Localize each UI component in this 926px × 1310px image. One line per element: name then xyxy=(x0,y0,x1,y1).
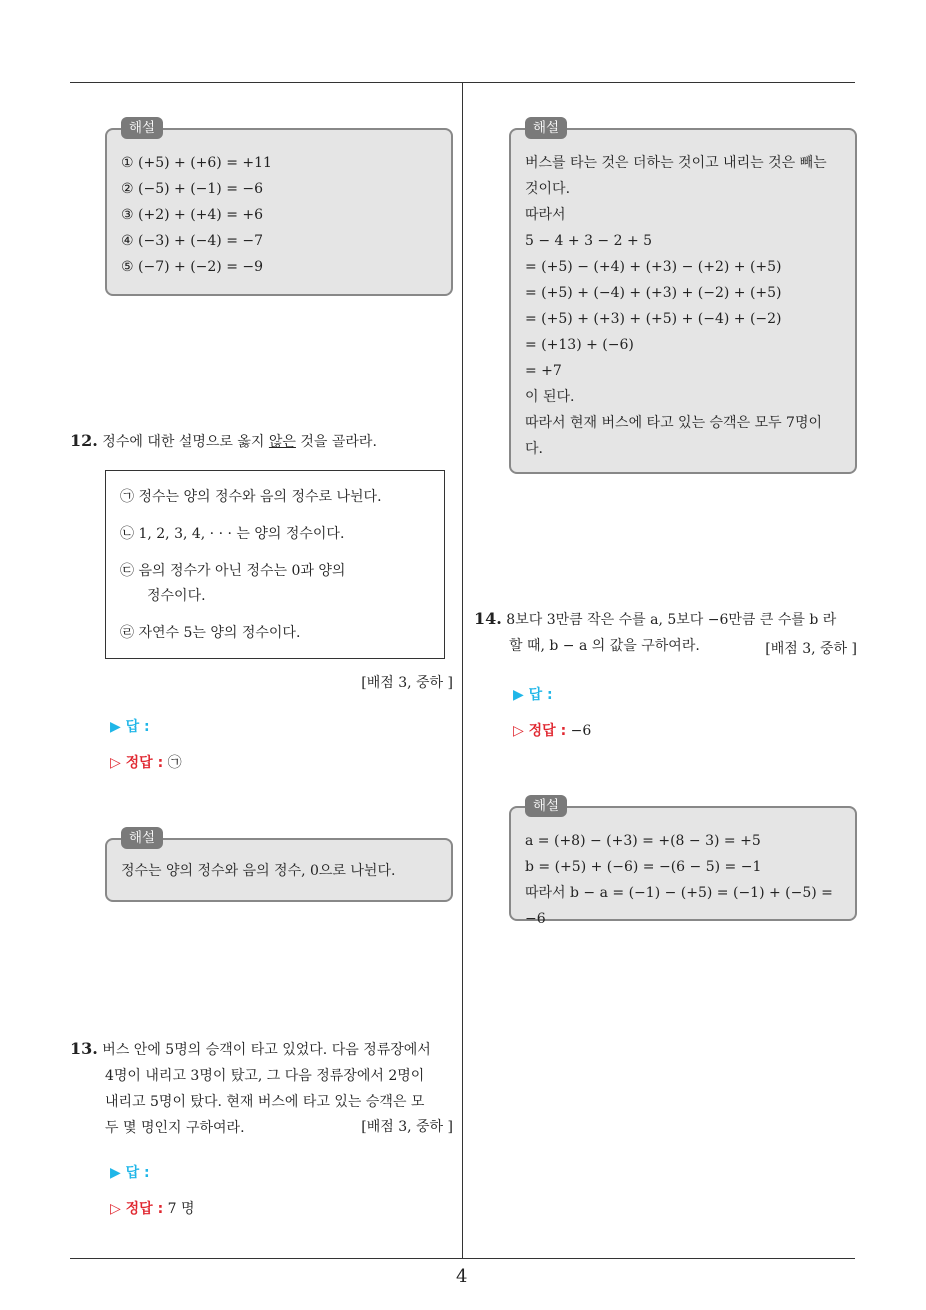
q14-correct-answer xyxy=(513,720,591,740)
correct-value: ㉠ xyxy=(167,755,182,771)
explanation-line: = (+5) + (−4) + (+3) + (−2) + (+5) xyxy=(525,285,782,301)
question-number: 14. xyxy=(474,609,502,628)
explanation-line: 따라서 xyxy=(525,207,566,223)
question-number: 13. xyxy=(70,1039,98,1058)
explanation-tag: 해설 xyxy=(525,117,567,139)
explanation-line: = (+13) + (−6) xyxy=(525,337,634,353)
explanation-tag: 해설 xyxy=(525,795,567,817)
q11-explanation-box xyxy=(105,120,453,296)
q14-score-condition: [배점 3, 중하 ] xyxy=(765,641,857,657)
explanation-line: 따라서 현재 버스에 타고 있는 승객은 모두 7명이 xyxy=(525,415,823,431)
explanation-line: a = (+8) − (+3) = +(8 − 3) = +5 xyxy=(525,833,761,849)
question-number: 12. xyxy=(70,431,98,450)
correct-label: ▷ 정답 : xyxy=(110,755,164,771)
q12-answer-label: ▶ 답 : xyxy=(110,719,150,735)
q13-answer-label: ▶ 답 : xyxy=(110,1165,150,1181)
correct-value: −6 xyxy=(570,723,592,739)
statement-item: ㉠ 정수는 양의 정수와 음의 정수로 나뉜다. xyxy=(120,489,382,505)
page-number: 4 xyxy=(456,1266,468,1287)
question-text: 버스 안에 5명의 승객이 타고 있었다. 다음 정류장에서 xyxy=(102,1042,431,1058)
explanation-line: b = (+5) + (−6) = −(6 − 5) = −1 xyxy=(525,859,762,875)
q12-correct-answer xyxy=(110,752,182,772)
explanation-line: 따라서 b − a = (−1) − (+5) = (−1) + (−5) = −6 xyxy=(525,885,833,927)
q13-explanation-box xyxy=(509,120,857,474)
explanation-line: 정수는 양의 정수와 음의 정수, 0으로 나뉜다. xyxy=(121,863,396,879)
q14-answer-label: ▶ 답 : xyxy=(513,687,553,703)
q12-statement-box xyxy=(105,470,445,659)
q13-score-condition: [배점 3, 중하 ] xyxy=(361,1119,453,1135)
q12-question xyxy=(70,428,460,455)
statement-item-continued: 정수이다. xyxy=(147,588,206,604)
explanation-line: ④ (−3) + (−4) = −7 xyxy=(121,233,264,249)
explanation-line: = (+5) + (+3) + (+5) + (−4) + (−2) xyxy=(525,311,782,327)
q14-explanation-box xyxy=(509,798,857,927)
column-divider xyxy=(462,82,463,1258)
explanation-tag: 해설 xyxy=(121,117,163,139)
q12-score-condition: [배점 3, 중하 ] xyxy=(361,675,453,691)
question-text: 8보다 3만큼 작은 수를 a, 5보다 −6만큼 큰 수를 b 라 xyxy=(506,612,837,628)
question-text: 할 때, b − a 의 값을 구하여라. xyxy=(509,638,700,654)
statement-item: ㉡ 1, 2, 3, 4, · · · 는 양의 정수이다. xyxy=(120,526,345,542)
explanation-line: ① (+5) + (+6) = +11 xyxy=(121,155,272,171)
correct-value: 7 명 xyxy=(167,1201,195,1217)
question-text-underlined: 않은 xyxy=(268,434,296,450)
question-text: 내리고 5명이 탔다. 현재 버스에 타고 있는 승객은 모 xyxy=(105,1094,425,1110)
bottom-rule xyxy=(70,1258,855,1259)
question-text: 정수에 대한 설명으로 옳지 xyxy=(102,434,269,450)
q13-correct-answer xyxy=(110,1198,195,1218)
correct-label: ▷ 정답 : xyxy=(110,1201,164,1217)
question-text: 4명이 내리고 3명이 탔고, 그 다음 정류장에서 2명이 xyxy=(105,1068,425,1084)
explanation-line: 이 된다. xyxy=(525,389,575,405)
explanation-line: 5 − 4 + 3 − 2 + 5 xyxy=(525,233,653,249)
question-text: 것을 골라라. xyxy=(295,434,377,450)
q12-explanation-box xyxy=(105,830,453,902)
statement-item: ㉣ 자연수 5는 양의 정수이다. xyxy=(120,625,301,641)
explanation-tag: 해설 xyxy=(121,827,163,849)
correct-label: ▷ 정답 : xyxy=(513,723,567,739)
explanation-line: 버스를 타는 것은 더하는 것이고 내리는 것은 빼는 xyxy=(525,155,827,171)
explanation-line: = +7 xyxy=(525,363,562,379)
question-text: 두 몇 명인지 구하여라. xyxy=(105,1120,245,1136)
explanation-line: ⑤ (−7) + (−2) = −9 xyxy=(121,259,264,275)
explanation-line: 것이다. xyxy=(525,181,571,197)
explanation-line: ② (−5) + (−1) = −6 xyxy=(121,181,264,197)
explanation-line: = (+5) − (+4) + (+3) − (+2) + (+5) xyxy=(525,259,782,275)
statement-item: ㉢ 음의 정수가 아닌 정수는 0과 양의 xyxy=(120,563,346,579)
explanation-line: ③ (+2) + (+4) = +6 xyxy=(121,207,264,223)
explanation-line: 다. xyxy=(525,441,543,457)
